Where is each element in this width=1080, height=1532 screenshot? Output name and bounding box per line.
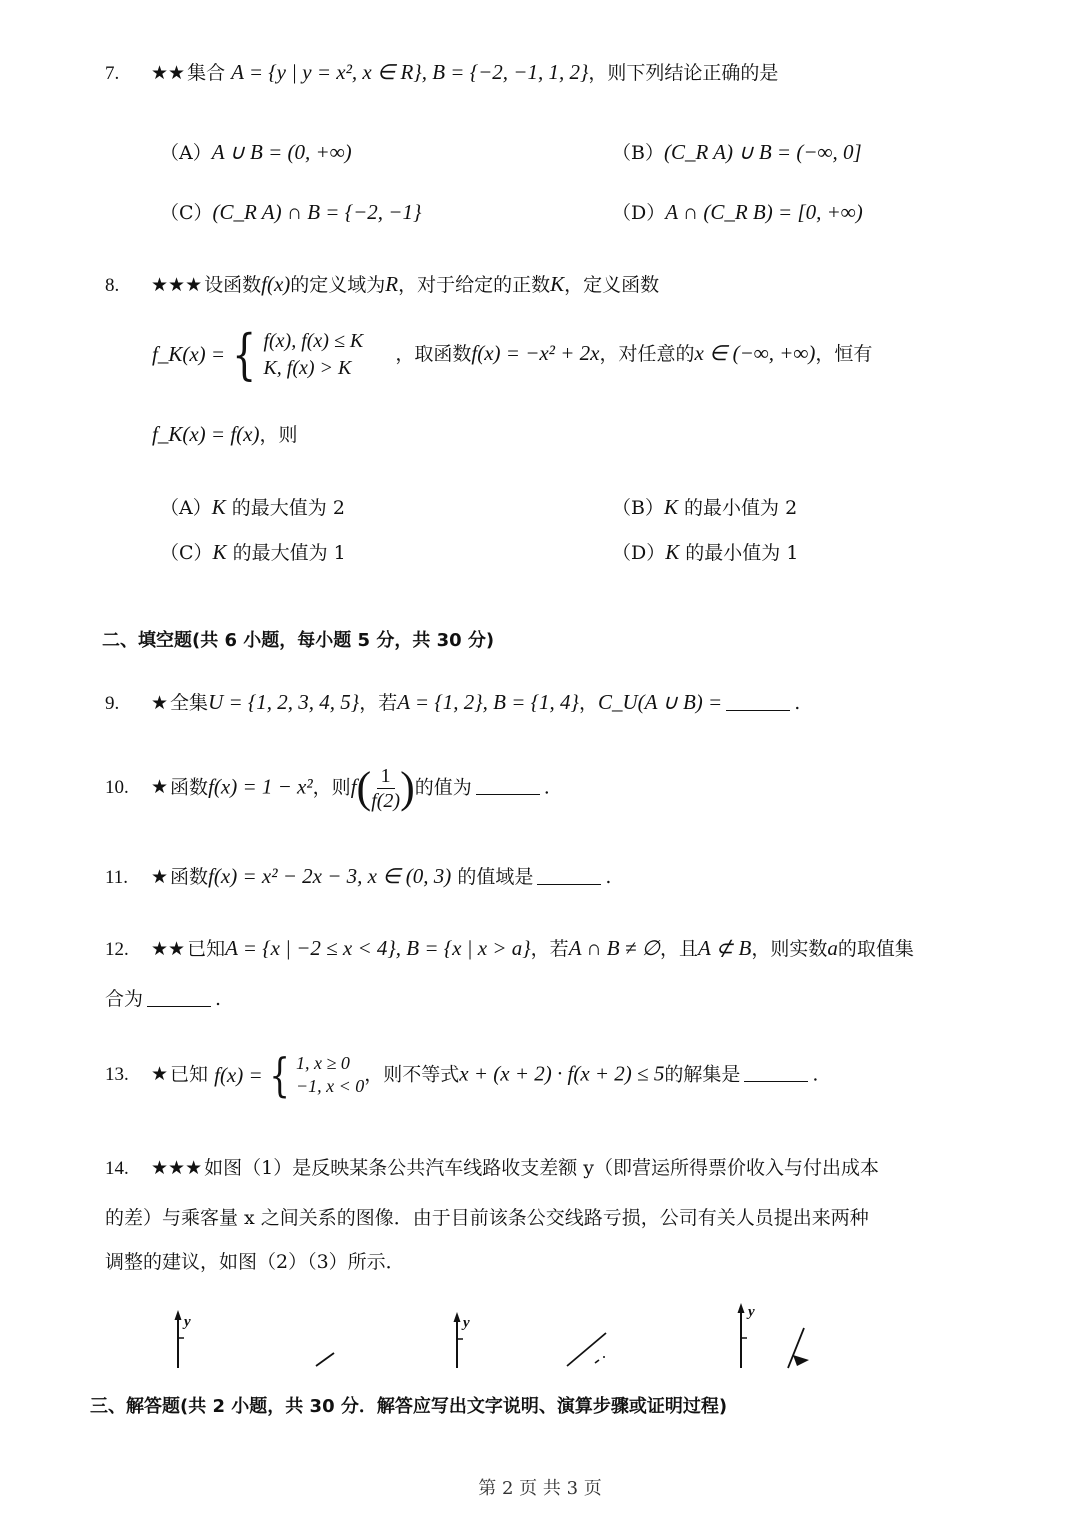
question-14-line-1 [105, 1157, 879, 1181]
stem-text: . [605, 866, 612, 888]
question-14-line-2: 的差）与乘客量 x 之间关系的图像．由于目前该条公交线路亏损，公司有关人员提出来两种 [105, 1207, 869, 1229]
option-math: A ∩ (C_R B) = [0, +∞) [665, 200, 863, 224]
stem-math: C_U(A ∪ B) = [597, 690, 723, 714]
page-footer: 第 2 页 共 3 页 [478, 1478, 602, 1499]
stem-math: A = {x | −2 ≤ x < 4}, B = {x | x > a} [225, 936, 531, 960]
stem-text: ，定义函数 [564, 274, 660, 296]
stem-text: . [215, 988, 222, 1010]
axis-label-y: y [184, 1314, 191, 1330]
stem-text: ，且 [659, 938, 698, 960]
question-13 [105, 1048, 819, 1103]
stem-text: ，对于给定的正数 [398, 274, 551, 296]
option-math: K [212, 540, 227, 564]
q8-option-b [612, 493, 797, 520]
difficulty-stars: ★ [151, 1063, 169, 1086]
option-label: （A） [160, 497, 212, 519]
stem-text: ，则下列结论正确的是 [588, 62, 779, 84]
option-label: （B） [612, 142, 664, 164]
numerator: 1 [377, 764, 395, 789]
question-8-stem [105, 272, 659, 298]
stem-math: f(x) [261, 272, 291, 296]
option-math: K [663, 495, 678, 519]
answer-blank[interactable] [147, 1006, 211, 1007]
option-label: （D） [612, 202, 666, 224]
option-text: 的最大值为 1 [232, 542, 346, 564]
paren-close: ) [400, 763, 415, 812]
q7-option-d [612, 198, 863, 225]
q7-option-a [160, 138, 352, 165]
option-math: (C_R A) ∩ B = {−2, −1} [212, 200, 422, 224]
stem-math: U = {1, 2, 3, 4, 5} [208, 690, 360, 714]
stem-math: A ⊄ B [697, 936, 752, 960]
option-label: （C） [160, 542, 213, 564]
stem-math: f(x) = −x² + 2x [471, 341, 600, 365]
brace-symbol: { [269, 1048, 290, 1103]
stem-math: f(x) = 1 − x² [208, 774, 313, 799]
stem-text: 的值为 [414, 776, 472, 799]
case-1: 1, x ≥ 0 [295, 1053, 350, 1073]
question-number: 8. [105, 275, 120, 296]
difficulty-stars: ★★ [151, 62, 186, 84]
stem-text: 的取值集 [837, 938, 914, 960]
stem-text: ，对任意的 [599, 343, 695, 365]
option-label: （D） [612, 542, 666, 564]
stem-text: ，则 [259, 424, 298, 446]
question-12-line-2 [105, 988, 221, 1011]
graph-2 [440, 1308, 640, 1370]
case-1: f(x), f(x) ≤ K [263, 330, 364, 352]
stem-text: . [543, 776, 550, 799]
stem-math: A ∩ B ≠ ∅ [568, 936, 660, 960]
piecewise-definition [152, 323, 364, 386]
question-number: 11. [105, 867, 129, 888]
case-2: K, f(x) > K [263, 357, 352, 379]
case-2: −1, x < 0 [295, 1076, 365, 1097]
question-8-definition [152, 323, 873, 386]
option-text: 的最小值为 1 [685, 542, 799, 564]
stem-text: ，取函数 [395, 343, 472, 365]
q7-option-c [160, 198, 421, 225]
stem-text: ，若 [530, 938, 569, 960]
fraction [371, 764, 400, 813]
def-lhs: f(x) = [214, 1062, 263, 1087]
difficulty-stars: ★ [151, 692, 169, 714]
stem-text: 设函数 [204, 274, 262, 296]
answer-blank[interactable] [476, 794, 540, 795]
question-7-stem [105, 60, 778, 86]
section-3-title: 三、解答题(共 2 小题，共 30 分．解答应写出文字说明、演算步骤或证明过程) [90, 1396, 728, 1417]
question-number: 9. [105, 693, 120, 714]
difficulty-stars: ★ [151, 776, 169, 799]
q8-option-a [160, 493, 345, 520]
stem-text: ，则不等式 [364, 1063, 460, 1086]
section-2-title: 二、填空题(共 6 小题，每小题 5 分，共 30 分) [102, 630, 495, 651]
stem-math: K [550, 272, 565, 296]
question-8-condition [152, 422, 297, 447]
option-math: (C_R A) ∪ B = (−∞, 0] [663, 140, 862, 164]
denominator: f(2) [371, 789, 401, 812]
q7-option-b [612, 138, 862, 165]
stem-text: ，恒有 [815, 343, 873, 365]
q8-option-c [160, 538, 346, 565]
axis-label-y: y [748, 1304, 755, 1320]
question-number: 10. [105, 777, 129, 799]
stem-math: R [385, 272, 399, 296]
cases [263, 328, 363, 382]
question-9 [105, 690, 800, 716]
stem-text: ，则 [312, 776, 351, 799]
question-14-line-3: 调整的建议，如图（2）（3）所示． [105, 1251, 405, 1273]
stem-text: 已知 [170, 1063, 209, 1086]
piecewise-definition [214, 1048, 365, 1103]
question-number: 7. [105, 63, 120, 84]
answer-blank[interactable] [744, 1081, 808, 1082]
stem-text: 如图（1）是反映某条公共汽车线路收支差额 y（即营运所得票价收入与付出成本 [204, 1157, 879, 1179]
question-11 [105, 864, 611, 890]
question-number: 14. [105, 1158, 129, 1179]
stem-math: x ∈ (−∞, +∞) [694, 341, 816, 365]
stem-math: A = {1, 2}, B = {1, 4} [397, 690, 579, 714]
stem-text: ，若 [359, 692, 398, 714]
option-math: K [665, 540, 680, 564]
question-10 [105, 762, 550, 815]
cases [296, 1052, 364, 1099]
stem-text: . [794, 692, 801, 714]
brace-symbol: { [232, 323, 257, 386]
option-label: （C） [160, 202, 213, 224]
stem-text: ， [578, 692, 598, 714]
paren-open: ( [356, 763, 372, 812]
def-lhs: f_K(x) = [152, 342, 226, 367]
stem-math: A = {y | y = x², x ∈ R}, B = {−2, −1, 1, 2} [231, 60, 589, 84]
difficulty-stars: ★★ [151, 938, 186, 960]
question-number: 13. [105, 1064, 129, 1086]
question-number: 12. [105, 939, 129, 960]
difficulty-stars: ★★★ [151, 1157, 203, 1179]
stem-text: 合为 [105, 988, 144, 1010]
q8-option-d [612, 538, 798, 565]
option-label: （A） [160, 142, 212, 164]
stem-math: x + (x + 2) · f(x + 2) ≤ 5 [459, 1061, 665, 1086]
option-text: 的最小值为 2 [684, 497, 798, 519]
stem-text: 函数 [170, 776, 209, 799]
question-12-line-1 [105, 936, 914, 962]
stem-text: 的解集是 [664, 1063, 741, 1086]
axis-label-y: y [463, 1315, 470, 1331]
stem-math: f [350, 774, 357, 799]
difficulty-stars: ★ [151, 866, 169, 888]
stem-text: 的定义域为 [290, 274, 386, 296]
stem-text: 函数 [170, 866, 209, 888]
stem-text: 集合 [187, 62, 226, 84]
option-text: 的最大值为 2 [231, 497, 345, 519]
answer-blank[interactable] [537, 884, 601, 885]
stem-text: ，则实数 [751, 938, 828, 960]
stem-text: . [812, 1063, 819, 1086]
answer-blank[interactable] [726, 710, 790, 711]
difficulty-stars: ★★★ [151, 274, 203, 296]
graph-3 [725, 1300, 835, 1370]
stem-text: 全集 [170, 692, 209, 714]
option-math: A ∪ B = (0, +∞) [211, 140, 352, 164]
option-math: K [211, 495, 226, 519]
stem-text: 的值域是 [457, 866, 534, 888]
graph-1 [160, 1308, 360, 1370]
stem-text: 已知 [187, 938, 226, 960]
stem-math: f(x) = x² − 2x − 3, x ∈ (0, 3) [208, 864, 452, 888]
option-label: （B） [612, 497, 664, 519]
stem-math: f_K(x) = f(x) [152, 422, 260, 446]
stem-math: a [827, 936, 838, 960]
